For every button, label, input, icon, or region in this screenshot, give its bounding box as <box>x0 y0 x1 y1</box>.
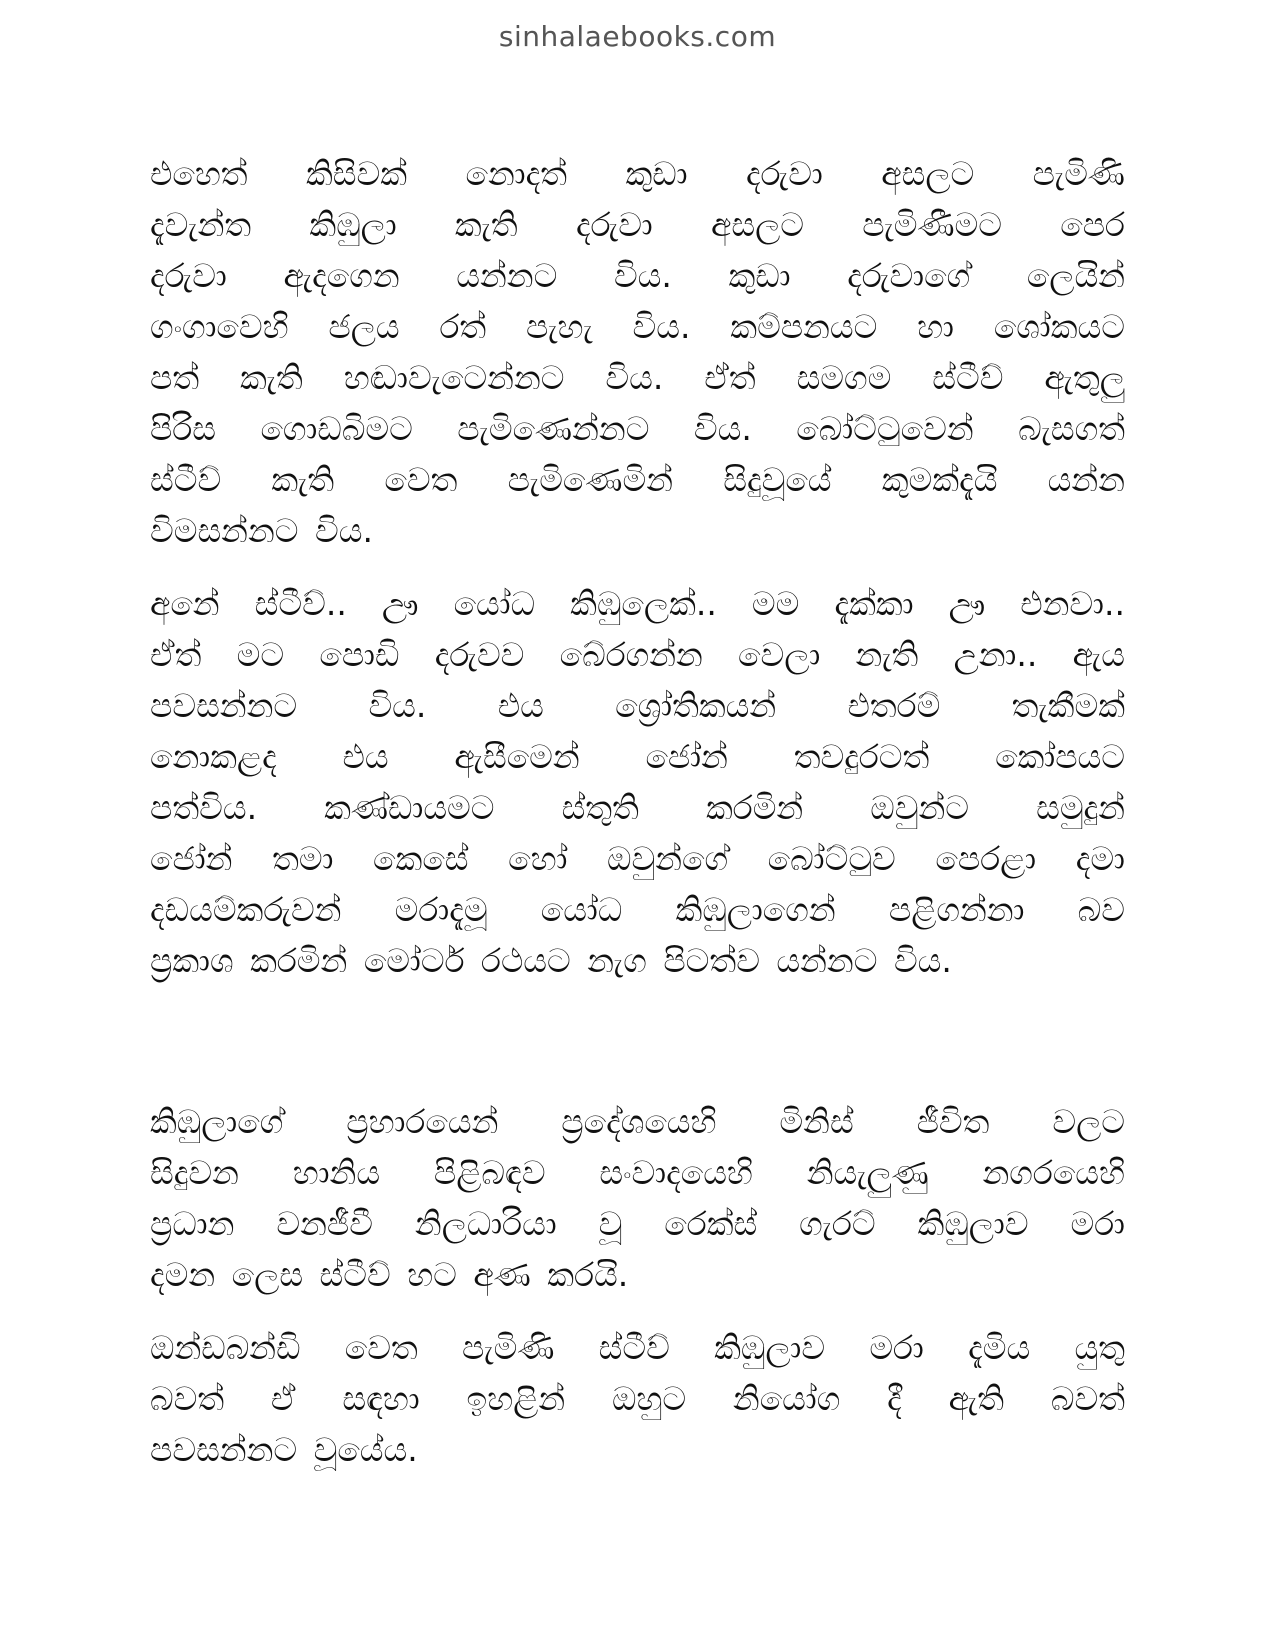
text-line: දමන ලෙස ස්ටීව් හට අණ කරයි. <box>150 1255 629 1294</box>
text-line: පත් කැති හඬාවැටෙන්නට විය. ඒත් සමගම ස්ටීව් ඇතුලු <box>150 358 1125 397</box>
text-line: ප්‍රකාශ කරමින් මෝටර් රථයට නැග පිටත්ව යන්නට විය. <box>150 941 952 980</box>
paragraph-gap <box>150 556 1125 578</box>
text-line: බවත් ඒ සඳහා ඉහළින් ඔහුට නියෝග දී ඇති බවත් <box>150 1379 1125 1418</box>
text-line: පත්විය. කණ්ඩායමට ස්තුති කරමින් ඔවුන්ට සමුදුන් <box>150 788 1125 827</box>
text-line: පවසන්නට විය. එය ශ්‍රෝතිකයන් එතරම් තැකීමක් <box>150 686 1125 725</box>
text-line: අනේ ස්ටීව්.. ඌ යෝධ කිඹුලෙක්.. මම දැක්කා ඌ එනවා.. <box>150 584 1125 623</box>
text-line: කිඹුලාගේ ප්‍රහාරයෙන් ප්‍රදේශයෙහි මිනිස් ජීවිත වලට <box>150 1102 1125 1141</box>
text-line: දරුවා ඇදගෙන යන්නට විය. කුඩා දරුවාගේ ලෙයින් <box>150 256 1125 295</box>
text-line: එහෙත් කිසිවක් නොදත් කුඩා දරුවා අසලට පැමිණි <box>150 154 1125 193</box>
text-line: ඔන්ඩබන්ඩි වෙත පැමිණි ස්ටීව් කිඹුලාව මරා දැමිය යුතු <box>150 1328 1125 1367</box>
text-line: ස්ටීව් කැති වෙත පැමිණෙමින් සිදුවූයේ කුමක්දැයි යන්න <box>150 460 1125 499</box>
text-line: නොකළද එය ඇසීමෙන් ජෝන් තවදුරටත් කෝපයට <box>150 737 1125 776</box>
text-line: ඒත් මට පොඩි දරුවව බේරගන්න වෙලා නැති උනා.. ඇය <box>150 635 1125 674</box>
text-line: ජෝන් තමා කෙසේ හෝ ඔවුන්ගේ බෝට්ටුව පෙරළා දමා <box>150 839 1125 878</box>
text-line: දඩයම්කරුවන් මරාදැමූ යෝධ කිඹුලාගෙන් පළිගන්නා බව <box>150 890 1125 929</box>
text-line: සිදුවන හානිය පිළිබඳව සංවාදයෙහි නියැලුණු නගරයෙහි <box>150 1153 1125 1192</box>
text-line: පවසන්නට වූයේය. <box>150 1430 418 1469</box>
text-line: ගංගාවෙහි ජලය රත් පැහැ විය. කම්පනයට හා ශෝකයට <box>150 307 1125 346</box>
text-line: විමසන්නට විය. <box>150 511 373 550</box>
text-line: පිරිස ගොඩබිමට පැමිණෙන්නට විය. බෝට්ටුවෙන් බැසගත් <box>150 409 1125 448</box>
text-line: ප්‍රධාන වනජීවී නිලධාරියා වූ රෙක්ස් ගැරට් කිඹුලාව මරා <box>150 1204 1125 1243</box>
paragraph-gap <box>150 1300 1125 1322</box>
paragraph-1 <box>150 148 1125 556</box>
text-line: දැවැන්ත කිඹුලා කැති දරුවා අසලට පැමිණීමට පෙර <box>150 205 1125 244</box>
paragraph-4 <box>150 1322 1125 1475</box>
section-gap <box>150 986 1125 1096</box>
page-body <box>150 148 1125 1475</box>
paragraph-2 <box>150 578 1125 986</box>
site-header: sinhalaebooks.com <box>498 20 777 53</box>
paragraph-3 <box>150 1096 1125 1300</box>
